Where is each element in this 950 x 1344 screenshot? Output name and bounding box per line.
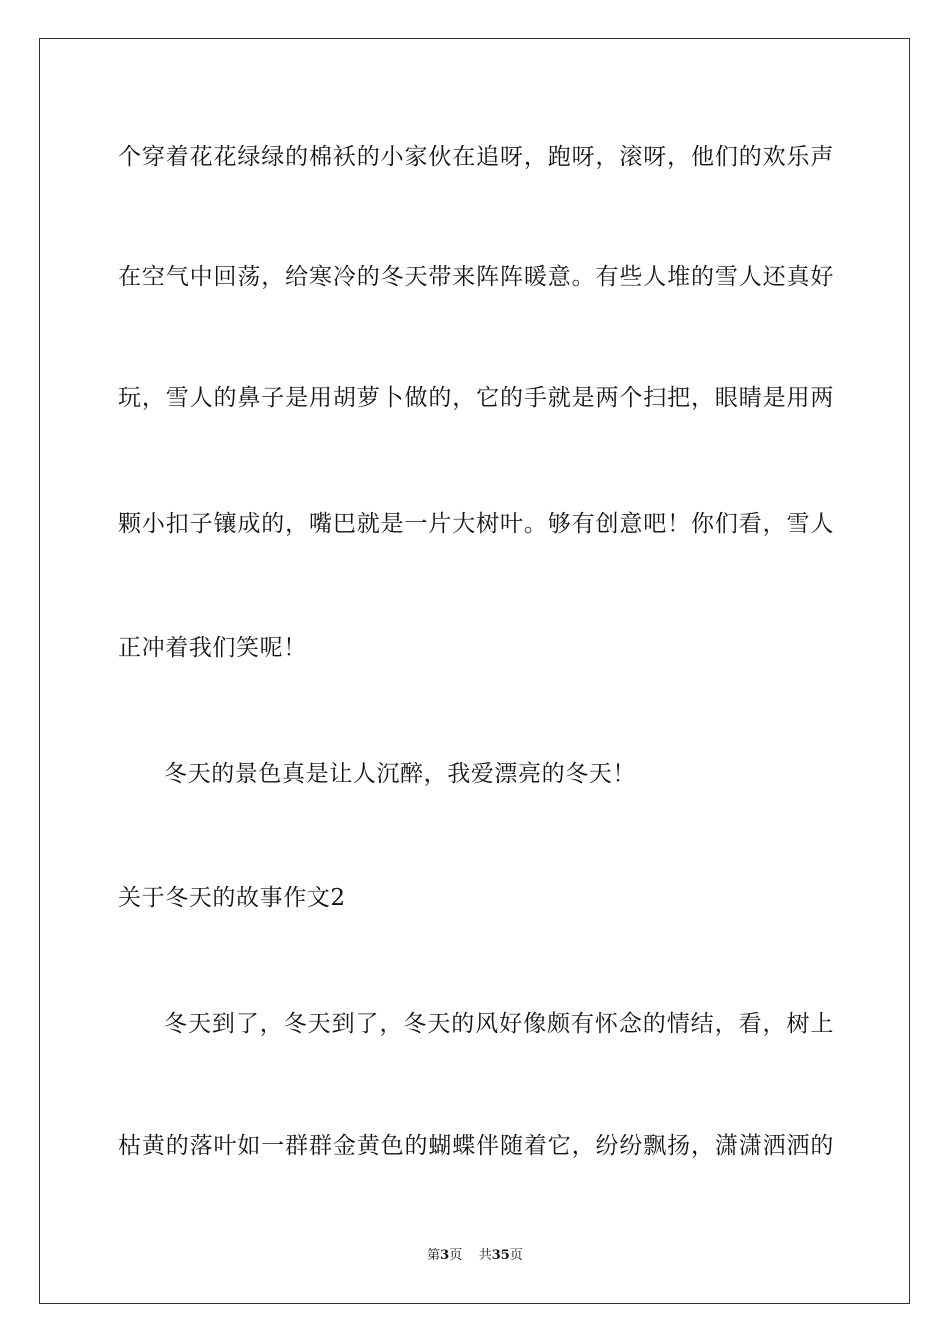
section-heading: 关于冬天的故事作文2 (118, 885, 346, 911)
paragraph-line: 冬天到了，冬天到了，冬天的风好像颇有怀念的情结，看，树上 (164, 1011, 834, 1037)
paragraph-line: 个穿着花花绿绿的棉袄的小家伙在追呀，跑呀，滚呀，他们的欢乐声 (118, 144, 834, 170)
page-footer (0, 1248, 950, 1264)
paragraph-line: 在空气中回荡，给寒冷的冬天带来阵阵暖意。有些人堆的雪人还真好 (118, 264, 834, 290)
paragraph-line: 玩，雪人的鼻子是用胡萝卜做的，它的手就是两个扫把，眼睛是用两 (118, 385, 834, 411)
page-number-total: 35 (491, 1248, 510, 1263)
total-label-prefix: 共 (478, 1248, 492, 1263)
page-label-suffix: 页 (449, 1248, 463, 1263)
page-label-prefix: 第 (427, 1248, 441, 1263)
paragraph-line: 正冲着我们笑呢！ (118, 635, 307, 661)
paragraph-line: 冬天的景色真是让人沉醉，我爱漂亮的冬天！ (164, 761, 636, 787)
paragraph-line: 颗小扣子镶成的，嘴巴就是一片大树叶。够有创意吧！你们看，雪人 (118, 511, 834, 537)
page-number-current: 3 (440, 1248, 450, 1263)
page-border (39, 38, 910, 1304)
total-label-suffix: 页 (509, 1248, 523, 1263)
paragraph-line: 枯黄的落叶如一群群金黄色的蝴蝶伴随着它，纷纷飘扬，潇潇洒洒的 (118, 1133, 834, 1159)
